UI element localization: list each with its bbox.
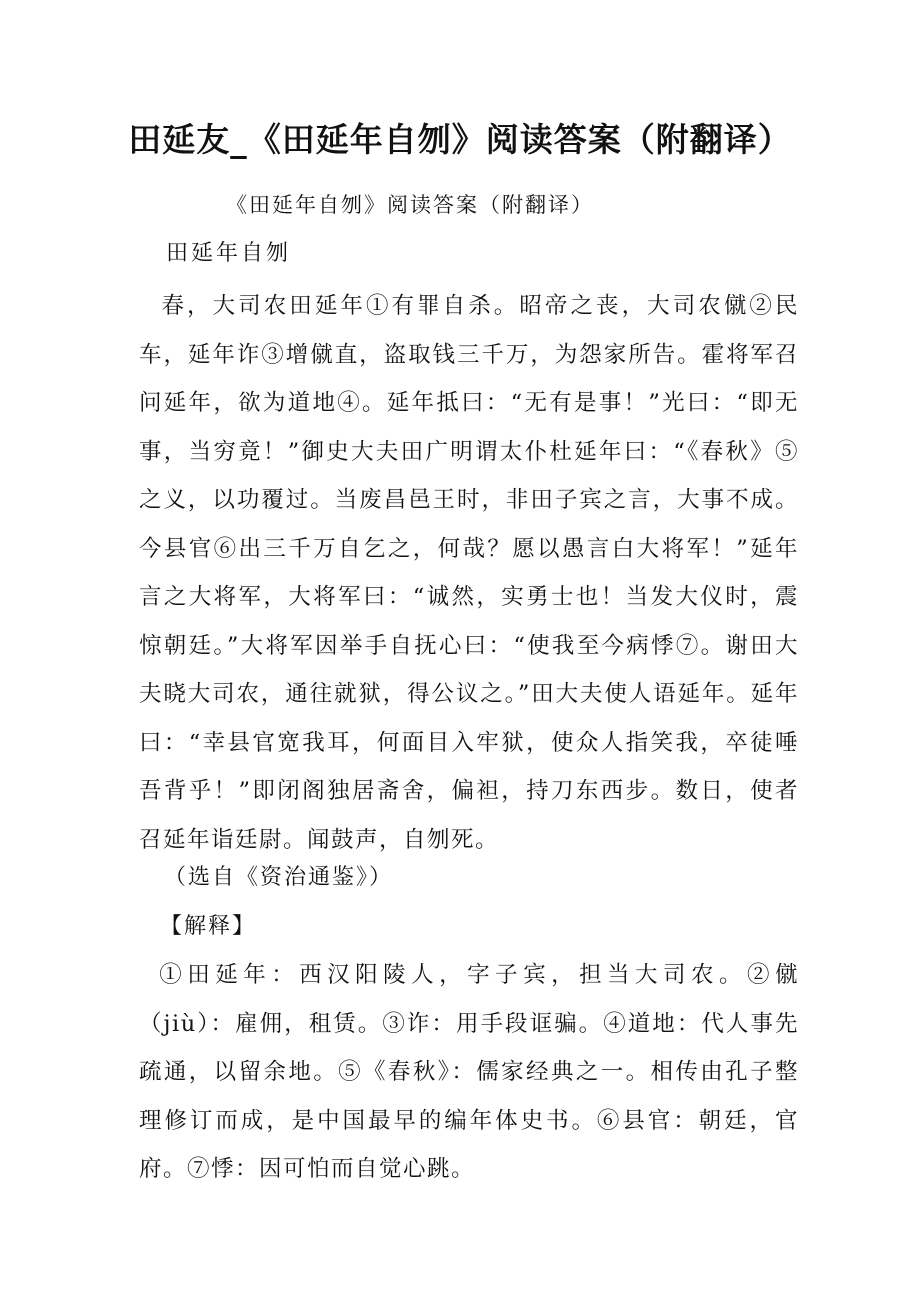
passage-text: 春，大司农田延年①有罪自杀。昭帝之丧，大司农僦②民车，延年诈③增僦直，盗取钱三千万，为怨家所告。霍将军召问延年，欲为道地④。延年抵曰：“无有是事！”光曰：“即无事，当穷竟！”御史大夫田广明谓太仆杜延年曰：“《春秋》⑤之义，以功覆过。当废昌邑王时，非田子宾之言，大事不成。今县官⑥出三千万自乞之，何哉？愿以愚言白大将军！”延年言之大将军，大将军曰：“诚然，实勇士也！当发大仪时，震惊朝廷。”大将军因举手自抚心曰：“使我至今病悸⑦。谢田大夫晓大司农，通往就狱，得公议之。”田大夫使人语延年。延年曰：“幸县官宽我耳，何面目入牢狱，使众人指笑我，卒徒唾吾背乎！”即闭阁独居斋舍，偏袒，持刀东西步。数日，使者召延年诣廷尉。闻鼓声，自刎死。	[139, 293, 799, 853]
source-citation: （选自《资治通鉴》）	[164, 865, 394, 890]
article-subtitle: 《田延年自刎》阅读答案（附翻译）	[226, 193, 594, 217]
notes-text: ①田延年：西汉阳陵人，字子宾，担当大司农。②僦（jiù）：雇佣，租赁。③诈：用手段诓骗。④道地：代人事先疏通，以留余地。⑤《春秋》：儒家经典之一。相传由孔子整理修订而成，是中国最早的编年体史书。⑥县官：朝廷，官府。⑦悸：因可怕而自觉心跳。	[139, 962, 799, 1182]
document-title: 田延友_《田延年自刎》阅读答案（附翻译）	[128, 120, 792, 159]
notes-heading: 【解释】	[160, 914, 257, 939]
passage-heading: 田延年自刎	[166, 241, 292, 266]
